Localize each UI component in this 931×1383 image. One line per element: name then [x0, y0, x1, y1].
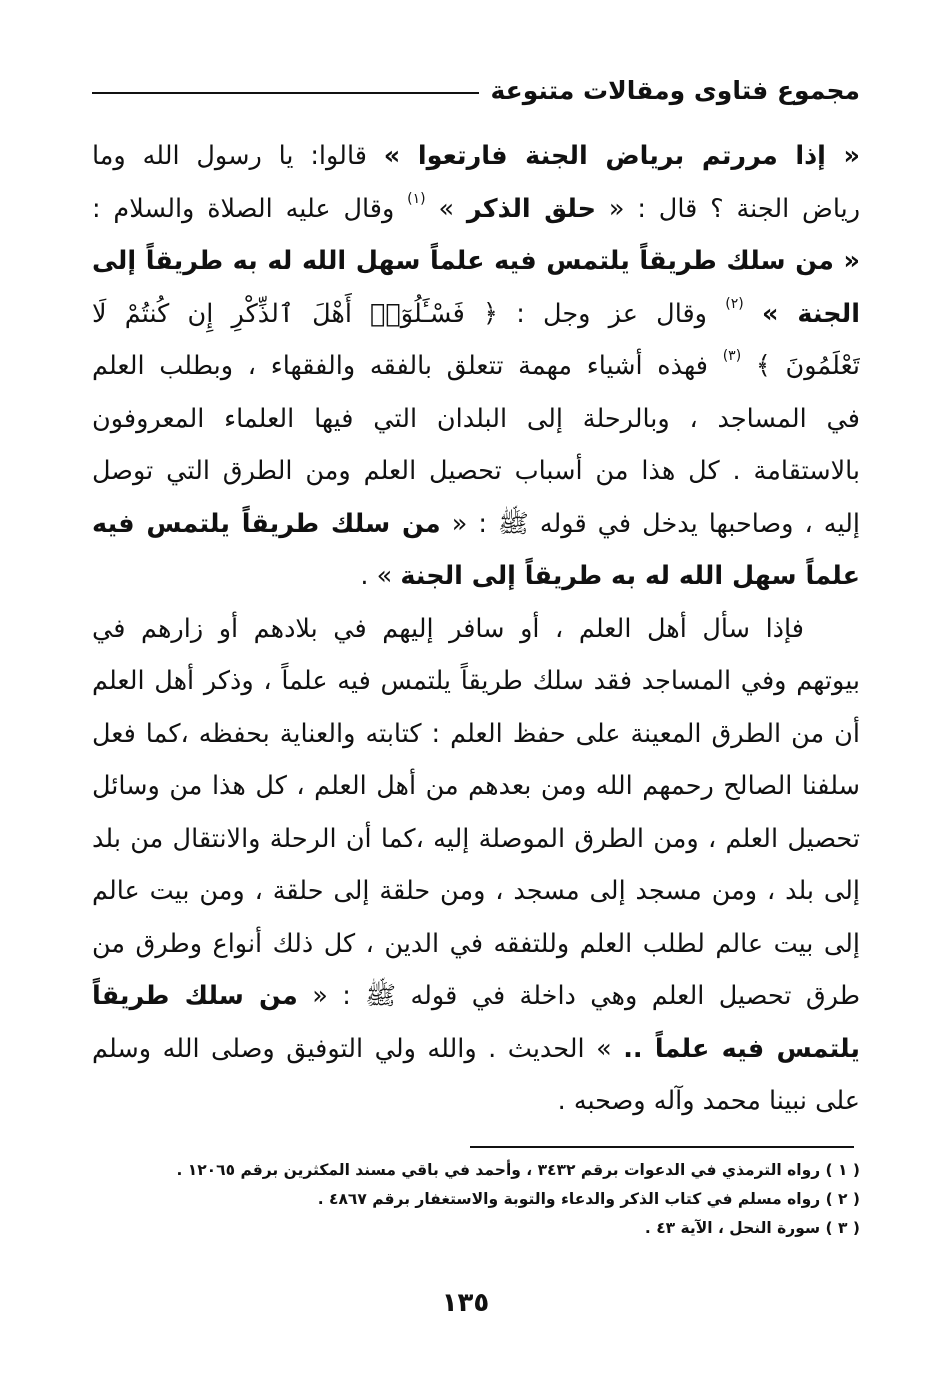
bold-hadith: من سلك طريقاً يلتمس فيه — [92, 508, 441, 539]
bold-hadith: يلتمس فيه علماً .. — [623, 1033, 860, 1064]
text-line: سلفنا الصالح رحمهم الله ومن بعدهم من أهل العلم ، كل هذا من وسائل — [92, 771, 860, 801]
quran-verse: تَعْلَمُونَ ﴾ — [755, 351, 860, 381]
footnote-marker: (٢) — [725, 295, 744, 312]
text-line: أن من الطرق المعينة على حفظ العلم : كتابته والعناية بحفظه ،كما فعل — [92, 718, 860, 749]
text-line — [92, 1023, 860, 1076]
text-span: طرق تحصيل العلم وهي داخلة في قوله ﷺ : « — [312, 981, 860, 1011]
text-line — [92, 498, 860, 551]
text-line — [92, 130, 860, 183]
text-line — [92, 235, 860, 288]
text-line: بيوتهم وفي المساجد فقد سلك طريقاً يلتمس فيه علماً ، وذكر أهل العلم — [92, 666, 860, 696]
text-line — [92, 970, 860, 1023]
text-span: فهذه أشياء مهمة تتعلق بالفقه والفقهاء ، وبطلب العلم — [92, 351, 708, 381]
running-header — [92, 68, 860, 112]
bold-hadith: « من سلك طريقاً يلتمس فيه علماً سهل الله له به طريقاً إلى — [92, 246, 860, 276]
text-span: قالوا: يا رسول الله وما — [92, 141, 367, 171]
text-line: بالاستقامة . كل هذا من أسباب تحصيل العلم ومن الطرق التي توصل — [92, 456, 860, 486]
text-line: إلى بيت عالم لطلب العلم وللتفقه في الدين ، كل ذلك أنواع وطرق من — [92, 928, 860, 959]
footnotes — [160, 1156, 860, 1243]
quran-verse: ﴿ فَسْـَٔلُوٓا۟ أَهْلَ ٱلذِّكْرِ إِن كُنتُمْ لَا — [92, 298, 498, 329]
text-span: وقال عز وجل : — [516, 298, 707, 329]
text-span: » الحديث . والله ولي التوفيق وصلى الله وسلم — [92, 1033, 612, 1064]
footnote-marker: (١) — [407, 190, 426, 207]
footnote: ( ٢ ) رواه مسلم في كتاب الذكر والدعاء والتوبة والاستغفار برقم ٤٨٦٧ . — [317, 1190, 860, 1208]
text-line — [92, 288, 860, 341]
footnote-separator — [470, 1146, 854, 1148]
footnote-marker: (٣) — [722, 348, 742, 364]
bold-hadith: الجنة » — [761, 298, 860, 329]
text-line — [92, 183, 860, 236]
text-span: وقال عليه الصلاة والسلام : — [92, 193, 395, 224]
text-span: » — [438, 193, 455, 224]
bold-hadith: « إذا مررتم برياض الجنة فارتعوا » — [383, 141, 860, 171]
bold-hadith: علماً سهل الله له به طريقاً إلى الجنة — [400, 561, 860, 591]
text-line: فإذا سأل أهل العلم ، أو سافر إليهم في بلادهم أو زارهم في — [92, 613, 804, 644]
main-text — [92, 130, 860, 1128]
header-rule — [92, 92, 479, 94]
text-span: رياض الجنة ؟ قال : « — [608, 193, 860, 224]
text-line: على نبينا محمد وآله وصحبه . — [557, 1086, 860, 1116]
text-span: » . — [360, 561, 393, 591]
text-line — [92, 340, 860, 393]
page-number: ١٣٥ — [441, 1288, 490, 1318]
text-line — [92, 550, 860, 603]
text-span: إليه ، وصاحبها يدخل في قوله ﷺ : « — [451, 508, 860, 539]
text-line: إلى بلد ، ومن مسجد إلى مسجد ، ومن حلقة إلى حلقة ، ومن بيت عالم — [92, 876, 860, 906]
text-line: في المساجد ، وبالرحلة إلى البلدان التي فيها العلماء المعروفون — [92, 403, 860, 434]
footnote: ( ١ ) رواه الترمذي في الدعوات برقم ٣٤٣٢ ، وأحمد في باقي مسند المكثرين برقم ١٢٠٦٥ . — [176, 1161, 860, 1179]
bold-hadith: حلق الذكر — [466, 193, 597, 224]
header-title: مجموع فتاوى ومقالات متنوعة — [490, 75, 860, 105]
footnote: ( ٣ ) سورة النحل ، الآية ٤٣ . — [644, 1219, 860, 1237]
bold-hadith: من سلك طريقاً — [92, 981, 298, 1011]
text-line: تحصيل العلم ، ومن الطرق الموصلة إليه ،كما أن الرحلة والانتقال من بلد — [92, 823, 860, 854]
